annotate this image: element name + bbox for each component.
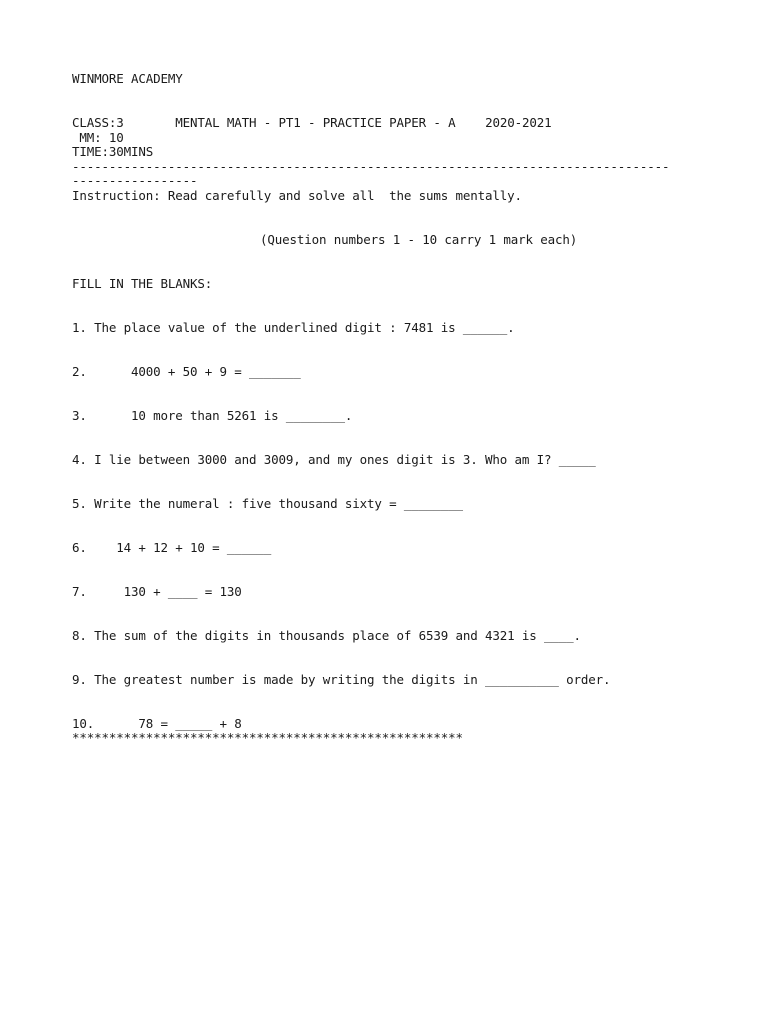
question-3: 3. 10 more than 5261 is ________.	[72, 407, 353, 423]
divider-line: ---------------------------------------------------------------------------------	[72, 158, 670, 174]
exam-paper	[72, 72, 712, 746]
question-9: 9. The greatest number is made by writing the digits in __________ order.	[72, 671, 611, 687]
spacer	[72, 423, 712, 453]
spacer	[72, 599, 712, 629]
paper-title: MENTAL MATH - PT1 - PRACTICE PAPER - A	[175, 115, 456, 130]
class-label: CLASS:3	[72, 115, 124, 130]
instruction-text: Instruction: Read carefully and solve all the sums mentally.	[72, 187, 522, 203]
question-1: 1. The place value of the underlined digit : 7481 is ______.	[72, 319, 515, 335]
section-title: FILL IN THE BLANKS:	[72, 275, 213, 291]
spacer	[72, 203, 712, 233]
academic-year: 2020-2021	[485, 115, 552, 130]
question-10: 10. 78 = _____ + 8	[72, 715, 242, 731]
spacer	[72, 379, 712, 409]
header-row	[72, 116, 712, 131]
question-5: 5. Write the numeral : five thousand sixty = ________	[72, 495, 463, 511]
question-4: 4. I lie between 3000 and 3009, and my ones digit is 3. Who am I? _____	[72, 451, 596, 467]
spacer	[72, 87, 712, 117]
question-7: 7. 130 + ____ = 130	[72, 583, 242, 599]
spacer	[72, 511, 712, 541]
spacer	[72, 247, 712, 277]
marks-note: (Question numbers 1 - 10 carry 1 mark each)	[260, 231, 578, 247]
question-8: 8. The sum of the digits in thousands place of 6539 and 4321 is ____.	[72, 627, 581, 643]
spacer	[72, 643, 712, 673]
end-marker: *****************************************************	[72, 730, 463, 745]
question-2: 2. 4000 + 50 + 9 = _______	[72, 363, 301, 379]
question-6: 6. 14 + 12 + 10 = ______	[72, 539, 272, 555]
spacer	[72, 555, 712, 585]
divider-line-continued: -----------------	[72, 173, 198, 188]
spacer	[72, 687, 712, 717]
max-marks: MM: 10	[72, 129, 124, 145]
time-allowed: TIME:30MINS	[72, 144, 154, 159]
school-name: WINMORE ACADEMY	[72, 71, 183, 86]
spacer	[72, 335, 712, 365]
spacer	[72, 291, 712, 321]
spacer	[72, 467, 712, 497]
